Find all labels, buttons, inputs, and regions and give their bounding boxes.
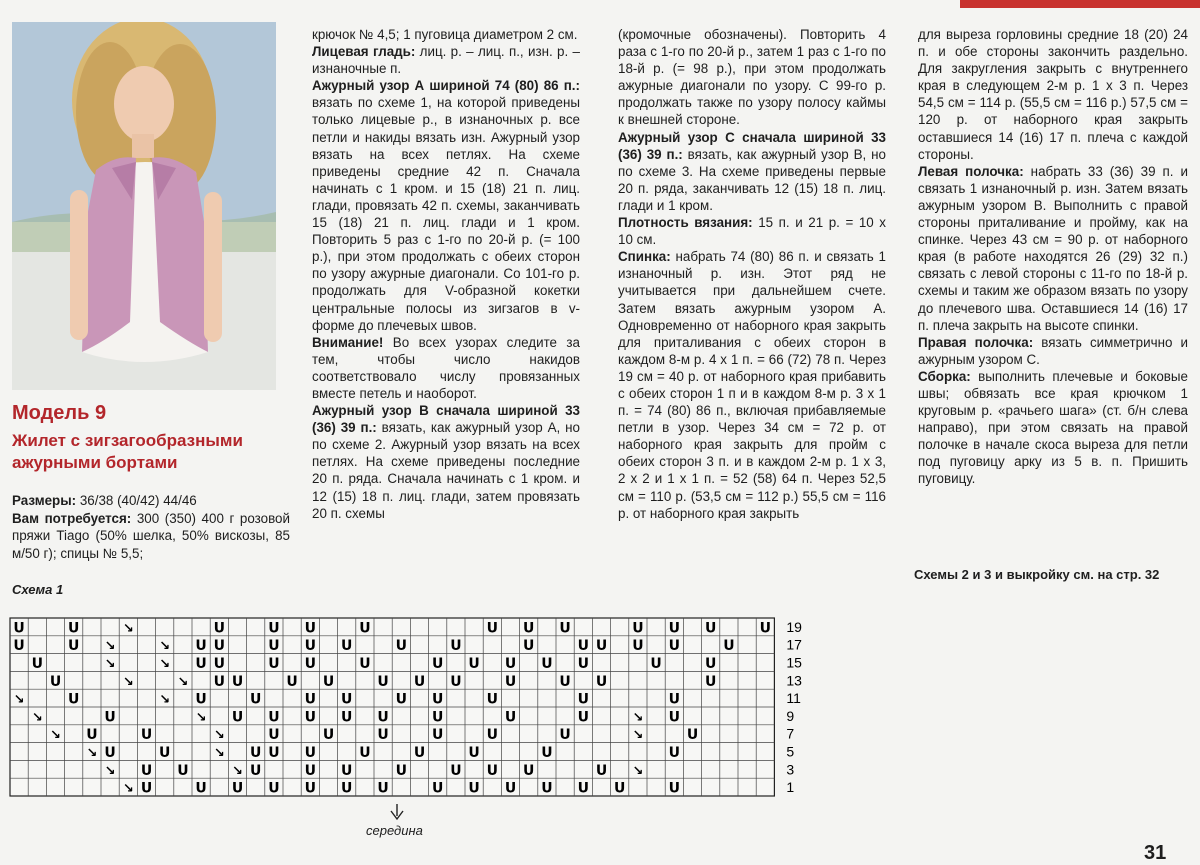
row-number-label: 19 bbox=[786, 618, 802, 635]
materials-intro bbox=[12, 492, 290, 562]
decrease-symbol: ↘ bbox=[86, 746, 98, 761]
paragraph bbox=[918, 334, 1188, 368]
yarn-over-symbol: U bbox=[668, 691, 680, 708]
yarn-over-symbol: U bbox=[213, 638, 225, 655]
yarn-over-symbol: U bbox=[322, 673, 335, 690]
row-number-label: 13 bbox=[786, 672, 802, 689]
decrease-symbol: ↘ bbox=[632, 763, 644, 779]
yarn-over-symbol: U bbox=[13, 638, 25, 655]
scheme-label: Схема 1 bbox=[12, 582, 64, 597]
paragraph bbox=[312, 334, 580, 402]
needs-label: Вам потребуется: bbox=[12, 510, 132, 526]
yarn-over-symbol: U bbox=[268, 780, 280, 797]
yarn-over-symbol: U bbox=[177, 762, 189, 779]
paragraph bbox=[312, 43, 580, 77]
yarn-over-symbol: U bbox=[377, 673, 389, 690]
decrease-symbol: ↘ bbox=[177, 674, 189, 690]
sizes-text: 36/38 (40/42) 44/46 bbox=[76, 493, 197, 508]
paragraph-label: Сборка: bbox=[918, 368, 971, 384]
yarn-over-symbol: U bbox=[304, 709, 316, 726]
yarn-over-symbol: U bbox=[140, 727, 153, 744]
paragraph bbox=[618, 129, 886, 214]
yarn-over-symbol: U bbox=[468, 656, 480, 672]
model-title: Модель 9 bbox=[12, 402, 107, 424]
yarn-over-symbol: U bbox=[577, 638, 589, 655]
yarn-over-symbol: U bbox=[432, 709, 444, 726]
decrease-symbol: ↘ bbox=[122, 781, 134, 797]
yarn-over-symbol: U bbox=[541, 745, 553, 761]
paragraph bbox=[618, 214, 886, 248]
yarn-over-symbol: U bbox=[504, 656, 517, 672]
yarn-over-symbol: U bbox=[595, 638, 608, 655]
yarn-over-symbol: U bbox=[450, 673, 462, 690]
yarn-over-symbol: U bbox=[395, 638, 407, 655]
yarn-over-symbol: U bbox=[504, 673, 517, 690]
yarn-over-symbol: U bbox=[432, 727, 444, 744]
yarn-over-symbol: U bbox=[523, 762, 535, 779]
sizes-label: Размеры: bbox=[12, 493, 77, 508]
paragraph-label: Левая полочка: bbox=[918, 163, 1024, 179]
decrease-symbol: ↘ bbox=[50, 728, 61, 744]
paragraph-label: Спинка: bbox=[618, 249, 671, 265]
text-column-3 bbox=[618, 26, 886, 522]
yarn-over-symbol: U bbox=[304, 745, 316, 761]
yarn-over-symbol: U bbox=[86, 727, 98, 744]
yarn-over-symbol: U bbox=[341, 638, 353, 655]
yarn-over-symbol: U bbox=[13, 620, 25, 637]
yarn-over-symbol: U bbox=[413, 745, 426, 761]
paragraph bbox=[312, 77, 580, 333]
row-number-label: 17 bbox=[786, 636, 802, 653]
yarn-over-symbol: U bbox=[231, 709, 244, 726]
paragraph-text: набрать 33 (36) 39 п. и связать 1 изнаночный р. изн. Затем вязать ажурным узором В. Выполнить с правой стороны приталивание и пройму, как на спинке. Через 43 см = 90 р. от наборного края (в работе находятся 26 (29) 32 п.) связать с левой стороны с 11-го по 18-й р. схемы и таким же образом вязать по узору до плечевого шва. Оставшиеся 14 (16) 17 п. плеча закрыть на высоте спинки. bbox=[918, 163, 1188, 333]
yarn-over-symbol: U bbox=[541, 656, 553, 672]
paragraph-label: Ажурный узор А шириной 74 (80) 86 п.: bbox=[312, 78, 580, 94]
text-column-4 bbox=[918, 26, 1188, 488]
yarn-over-symbol: U bbox=[250, 691, 262, 708]
paragraph bbox=[618, 248, 886, 522]
paragraph-label: Правая полочка: bbox=[918, 334, 1034, 350]
yarn-over-symbol: U bbox=[359, 620, 371, 637]
decrease-symbol: ↘ bbox=[122, 674, 134, 690]
yarn-over-symbol: U bbox=[759, 620, 771, 637]
yarn-over-symbol: U bbox=[213, 620, 225, 637]
yarn-over-symbol: U bbox=[140, 780, 153, 797]
yarn-over-symbol: U bbox=[668, 620, 680, 637]
yarn-over-symbol: U bbox=[49, 673, 62, 690]
reference-note: Схемы 2 и 3 и выкройку см. на стр. 32 bbox=[914, 567, 1160, 582]
yarn-over-symbol: U bbox=[304, 780, 316, 797]
yarn-over-symbol: U bbox=[341, 780, 353, 797]
yarn-over-symbol: U bbox=[395, 762, 407, 779]
yarn-over-symbol: U bbox=[341, 762, 353, 779]
decrease-symbol: ↘ bbox=[122, 621, 134, 637]
yarn-over-symbol: U bbox=[304, 762, 316, 779]
yarn-over-symbol: U bbox=[523, 620, 535, 637]
paragraph bbox=[918, 163, 1188, 334]
yarn-over-symbol: U bbox=[268, 620, 280, 637]
yarn-over-symbol: U bbox=[68, 620, 80, 637]
paragraph: крючок № 4,5; 1 пуговица диаметром 2 см. bbox=[312, 27, 578, 42]
yarn-over-symbol: U bbox=[668, 780, 680, 797]
center-label: середина bbox=[366, 823, 423, 838]
yarn-over-symbol: U bbox=[705, 656, 717, 672]
paragraph-label: Лицевая гладь: bbox=[312, 44, 416, 60]
yarn-over-symbol: U bbox=[231, 780, 244, 797]
row-number-label: 3 bbox=[786, 761, 795, 778]
yarn-over-symbol: U bbox=[723, 638, 735, 655]
yarn-over-symbol: U bbox=[377, 709, 389, 726]
paragraph: (кромочные обозначены). Повторить 4 раза с 1-го по 20-й р., затем 1 раз с 1-го по 18-й р. (= 98 р.), при этом продолжать ажурные диагонали по узору. С 99-го р. продолжать также по узору полосу каймы к внешней стороне. bbox=[618, 27, 886, 128]
yarn-over-symbol: U bbox=[250, 745, 262, 761]
yarn-over-symbol: U bbox=[195, 638, 207, 655]
yarn-over-symbol: U bbox=[559, 620, 571, 637]
yarn-over-symbol: U bbox=[668, 638, 680, 655]
header-accent-bar bbox=[960, 0, 1200, 8]
yarn-over-symbol: U bbox=[577, 656, 589, 672]
yarn-over-symbol: U bbox=[322, 727, 335, 744]
yarn-over-symbol: U bbox=[195, 691, 207, 708]
decrease-symbol: ↘ bbox=[213, 746, 225, 761]
yarn-over-symbol: U bbox=[413, 673, 426, 690]
yarn-over-symbol: U bbox=[614, 780, 626, 797]
decrease-symbol: ↘ bbox=[213, 728, 225, 744]
model-subtitle: Жилет с зигзагообразными ажурными бортами bbox=[12, 431, 243, 472]
decrease-symbol: ↘ bbox=[104, 657, 116, 672]
yarn-over-symbol: U bbox=[595, 762, 608, 779]
yarn-over-symbol: U bbox=[195, 656, 207, 672]
paragraph-text: вязать, как ажурный узор В, но по схеме 3. На схеме приведены первые 20 п. ряда, заканчивать 12 (15) 18 п. лиц. глади и 1 кром. bbox=[618, 146, 886, 213]
row-number-label: 5 bbox=[786, 743, 795, 760]
yarn-over-symbol: U bbox=[577, 780, 589, 797]
yarn-over-symbol: U bbox=[377, 727, 389, 744]
yarn-over-symbol: U bbox=[432, 691, 444, 708]
yarn-over-symbol: U bbox=[432, 780, 444, 797]
yarn-over-symbol: U bbox=[268, 638, 280, 655]
yarn-over-symbol: U bbox=[68, 638, 80, 655]
paragraph-label: Внимание! bbox=[312, 334, 384, 350]
yarn-over-symbol: U bbox=[31, 656, 43, 672]
yarn-over-symbol: U bbox=[304, 638, 316, 655]
paragraph bbox=[312, 402, 580, 522]
decrease-symbol: ↘ bbox=[632, 710, 644, 726]
paragraph-text: вязать по схеме 1, на которой приведены только лицевые р., в изнаночных р. все петли и накиды вязать изн. Ажурный узор вязать на всех петлях. На схеме приведены средние 42 п. Сначала начинать с 1 кром. и 15 (18) 21 п. лиц. глади, провязать 42 п. схемы, заканчивать 15 (18) 21 п. лиц. глади и 1 кром. Повторить 5 раз с 1-го по 20-й р. (= 100 р.), при этом продолжать с обеих сторон по узору ажурные диагонали. Со 101-го р. продолжать для V-образной кокетки центральные полосы из зигзагов в v-форме до плечевых швов. bbox=[312, 95, 580, 333]
yarn-over-symbol: U bbox=[286, 673, 298, 690]
yarn-over-symbol: U bbox=[140, 762, 153, 779]
decrease-symbol: ↘ bbox=[159, 639, 171, 655]
paragraph-text: набрать 74 (80) 86 п. и связать 1 изнаночный р. изн. Этот ряд не учитывается при дальнейшем счете. Затем вязать ажурным узором А. Одновременно от наборного края закрыть для приталивания с обеих сторон в каждом 8-м р. 4 х 1 п. = 66 (72) 78 п. Через 19 см = 40 р. от наборного края прибавить с обеих сторон 1 п и в каждом 8-м р. 3 х 1 п. = 74 (80) 86 п., включая прибавляемые петли в узор. Через 34 см = 72 р. от наборного края закрыть для пройм с обеих сторон 3 п. и в каждом 2-м р. 1 х 3, 2 х 2 и 1 х 1 п. = 52 (58) 64 п. Через 52,5 см = 110 р. (53,5 см = 112 р.) 55,5 см = 116 р. от наборного края закрыть bbox=[618, 249, 886, 521]
yarn-over-symbol: U bbox=[486, 691, 498, 708]
yarn-over-symbol: U bbox=[268, 727, 280, 744]
yarn-over-symbol: U bbox=[268, 656, 280, 672]
yarn-over-symbol: U bbox=[450, 638, 462, 655]
yarn-over-symbol: U bbox=[668, 745, 680, 761]
paragraph-text: вязать симметрично и ажурным узором С. bbox=[918, 334, 1188, 367]
yarn-over-symbol: U bbox=[195, 780, 207, 797]
yarn-over-symbol: U bbox=[359, 745, 371, 761]
decrease-symbol: ↘ bbox=[159, 692, 171, 708]
yarn-over-symbol: U bbox=[341, 691, 353, 708]
yarn-over-symbol: U bbox=[377, 780, 389, 797]
row-number-label: 15 bbox=[786, 654, 802, 671]
yarn-over-symbol: U bbox=[213, 656, 225, 672]
yarn-over-symbol: U bbox=[668, 709, 680, 726]
yarn-over-symbol: U bbox=[104, 709, 116, 726]
yarn-over-symbol: U bbox=[468, 780, 480, 797]
decrease-symbol: ↘ bbox=[232, 763, 243, 779]
row-number-label: 7 bbox=[786, 725, 795, 742]
yarn-over-symbol: U bbox=[632, 638, 644, 655]
paragraph-text: 15 п. и 21 р. = 10 х 10 см. bbox=[618, 215, 886, 248]
yarn-over-symbol: U bbox=[304, 656, 316, 672]
yarn-over-symbol: U bbox=[523, 638, 535, 655]
model-photo bbox=[12, 22, 276, 390]
paragraph: для выреза горловины средние 18 (20) 24 п. и обе стороны закончить раздельно. Для закругления закрыть с внутреннего края в следующем 2-м р. 1 х 3 п. Через 54,5 см = 114 р. (55,5 см = 116 р.) 57,5 см = 120 р. от наборного края закрыть оставшиеся 14 (16) 17 п. плеча с каждой стороны. bbox=[918, 27, 1188, 162]
yarn-over-symbol: U bbox=[250, 762, 262, 779]
yarn-over-symbol: U bbox=[395, 691, 407, 708]
decrease-symbol: ↘ bbox=[31, 710, 43, 726]
yarn-over-symbol: U bbox=[595, 673, 608, 690]
chart-row-labels bbox=[786, 619, 802, 795]
paragraph-text: выполнить плечевые и боковые швы; обвязать все края крючком 1 круговым р. «рачьего шага» (ст. б/н слева направо), при этом связать на правой полочке в начале скоса выреза для петли под пуговицу арку из 5 в. п. Пришить пуговицу. bbox=[918, 368, 1188, 487]
paragraph-label: Ажурный узор В сначала шириной 33 (36) 39 п.: bbox=[312, 403, 580, 436]
yarn-over-symbol: U bbox=[104, 745, 116, 761]
model-photo-illustration bbox=[12, 22, 276, 390]
row-number-label: 9 bbox=[786, 707, 795, 724]
decrease-symbol: ↘ bbox=[195, 710, 207, 726]
yarn-over-symbol: U bbox=[159, 745, 171, 761]
row-number-label: 11 bbox=[786, 690, 801, 707]
yarn-over-symbol: U bbox=[705, 673, 717, 690]
yarn-over-symbol: U bbox=[504, 780, 517, 797]
yarn-over-symbol: U bbox=[504, 709, 517, 726]
decrease-symbol: ↘ bbox=[104, 763, 116, 779]
yarn-over-symbol: U bbox=[359, 656, 371, 672]
decrease-symbol: ↘ bbox=[159, 657, 171, 672]
yarn-over-symbol: U bbox=[486, 620, 498, 637]
yarn-over-symbol: U bbox=[468, 745, 480, 761]
paragraph-text: Во всех узорах следите за тем, чтобы число накидов соответствовало числу провязанных вместе петель и наоборот. bbox=[312, 334, 580, 401]
yarn-over-symbol: U bbox=[68, 691, 80, 708]
yarn-over-symbol: U bbox=[559, 673, 571, 690]
chart-grid bbox=[10, 618, 774, 796]
center-arrow-icon bbox=[391, 804, 403, 819]
paragraph-text: вязать, как ажурный узор А, но по схеме 2. Ажурный узор вязать на всех петлях. На схеме приведены последние 20 п. ряда. Сначала начинать с 1 кром. и 12 (15) 18 п. лиц. глади, затем провязать 20 п. схемы bbox=[312, 420, 580, 521]
yarn-over-symbol: U bbox=[304, 620, 316, 637]
decrease-symbol: ↘ bbox=[104, 639, 116, 655]
needs-text: 300 (350) 400 г розовой пряжи Tiago (50% шелка, 50% вискозы, 85 м/50 г); спицы № 5,5; bbox=[12, 510, 290, 561]
yarn-over-symbol: U bbox=[577, 709, 589, 726]
yarn-over-symbol: U bbox=[650, 656, 662, 672]
yarn-over-symbol: U bbox=[559, 727, 571, 744]
page-number: 31 bbox=[1144, 842, 1167, 864]
yarn-over-symbol: U bbox=[213, 673, 225, 690]
yarn-over-symbol: U bbox=[432, 656, 444, 672]
yarn-over-symbol: U bbox=[231, 673, 244, 690]
yarn-over-symbol: U bbox=[268, 745, 280, 761]
paragraph bbox=[918, 368, 1188, 488]
paragraph-label: Ажурный узор С сначала шириной 33 (36) 39 п.: bbox=[618, 129, 886, 162]
text-column-2 bbox=[312, 26, 580, 522]
yarn-over-symbol: U bbox=[686, 727, 699, 744]
yarn-over-symbol: U bbox=[486, 762, 498, 779]
yarn-over-symbol: U bbox=[304, 691, 316, 708]
yarn-over-symbol: U bbox=[577, 691, 589, 708]
yarn-over-symbol: U bbox=[541, 780, 553, 797]
decrease-symbol: ↘ bbox=[632, 728, 644, 744]
paragraph-label: Плотность вязания: bbox=[618, 215, 753, 231]
paragraph-text: лиц. р. – лиц. п., изн. р. – изнаночные п. bbox=[312, 44, 580, 77]
yarn-over-symbol: U bbox=[450, 762, 462, 779]
decrease-symbol: ↘ bbox=[13, 692, 25, 708]
yarn-over-symbol: U bbox=[486, 727, 498, 744]
yarn-over-symbol: U bbox=[705, 620, 717, 637]
yarn-over-symbol: U bbox=[341, 709, 353, 726]
yarn-over-symbol: U bbox=[632, 620, 644, 637]
row-number-label: 1 bbox=[786, 779, 795, 796]
yarn-over-symbol: U bbox=[268, 709, 280, 726]
knitting-chart bbox=[0, 600, 820, 822]
